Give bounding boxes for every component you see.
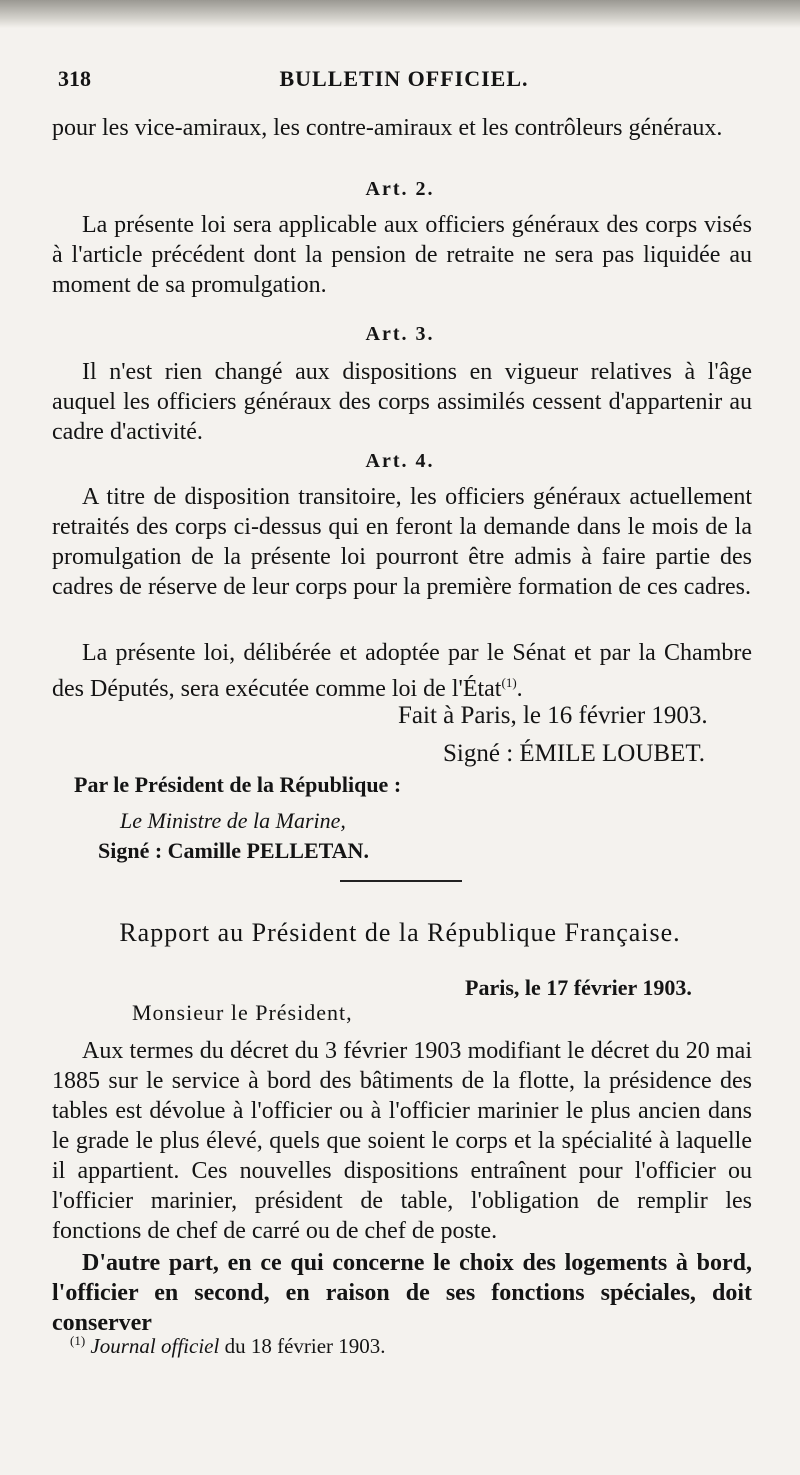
scan-edge-shadow — [0, 0, 800, 28]
minister-title: Le Ministre de la Marine, — [120, 808, 346, 833]
closing-text: La présente loi, délibérée et adoptée par le Sénat et par la Chambre des Députés, sera exécutée comme loi de l'État — [52, 640, 752, 702]
section-divider — [340, 880, 462, 882]
date-line: Fait à Paris, le 16 février 1903. — [398, 702, 708, 729]
footnote-reference: (1) — [501, 675, 517, 690]
footnote-text: du 18 février 1903. — [224, 1334, 386, 1358]
president-signature: Signé : ÉMILE LOUBET. — [443, 740, 705, 767]
report-date: Paris, le 17 février 1903. — [465, 975, 692, 1000]
footnote-source: Journal officiel — [90, 1334, 220, 1358]
article-2-heading: Art. 2. — [365, 178, 435, 200]
article-4-heading: Art. 4. — [365, 450, 435, 472]
paragraph-continuation: pour les vice-amiraux, les contre-amiraux et les contrôleurs généraux. — [52, 115, 723, 141]
by-president-line: Par le Président de la République : — [74, 772, 402, 797]
page-number: 318 — [58, 66, 91, 91]
footnote-marker: (1) — [70, 1333, 86, 1348]
page-header — [58, 66, 750, 100]
article-4-text: A titre de disposition transitoire, les officiers généraux actuellement retraités des corps ci-dessus qui en feront la demande dans le mois de la promulgation de la présente loi pourront être admis à faire partie des cadres de réserve de leur corps pour la première formation de ces cadres. — [52, 484, 752, 600]
salutation: Monsieur le Président, — [132, 1000, 353, 1025]
running-head: BULLETIN OFFICIEL. — [279, 66, 529, 91]
report-paragraph-2: D'autre part, en ce qui concerne le choix des logements à bord, l'officier en second, en raison de ses fonctions spéciales, doit conserver — [52, 1250, 752, 1336]
minister-signature: Signé : Camille PELLETAN. — [98, 838, 369, 863]
closing-paragraph — [52, 638, 752, 704]
article-3-text: Il n'est rien changé aux dispositions en vigueur relatives à l'âge auquel les officiers généraux des corps assimilés cessent d'appartenir au cadre d'activité. — [52, 359, 752, 445]
footnote — [70, 1333, 386, 1359]
article-2-text: La présente loi sera applicable aux officiers généraux des corps visés à l'article précédent dont la pension de retraite ne sera pas liquidée au moment de sa promulgation. — [52, 212, 752, 298]
article-3-heading: Art. 3. — [365, 323, 435, 345]
report-paragraph-1: Aux termes du décret du 3 février 1903 modifiant le décret du 20 mai 1885 sur le service à bord des bâtiments de la flotte, la présidence des tables est dévolue à l'officier ou à l'officier marinier le plus ancien dans le grade le plus élevé, quels que soient le corps et la spécialité à laquelle il appartient. Ces nouvelles dispositions entraînent pour l'officier ou l'officier marinier, président de table, l'obligation de remplir les fonctions de chef de carré ou de chef de poste. — [52, 1038, 752, 1244]
closing-period: . — [516, 676, 523, 702]
report-title: Rapport au Président de la République Française. — [119, 918, 681, 947]
